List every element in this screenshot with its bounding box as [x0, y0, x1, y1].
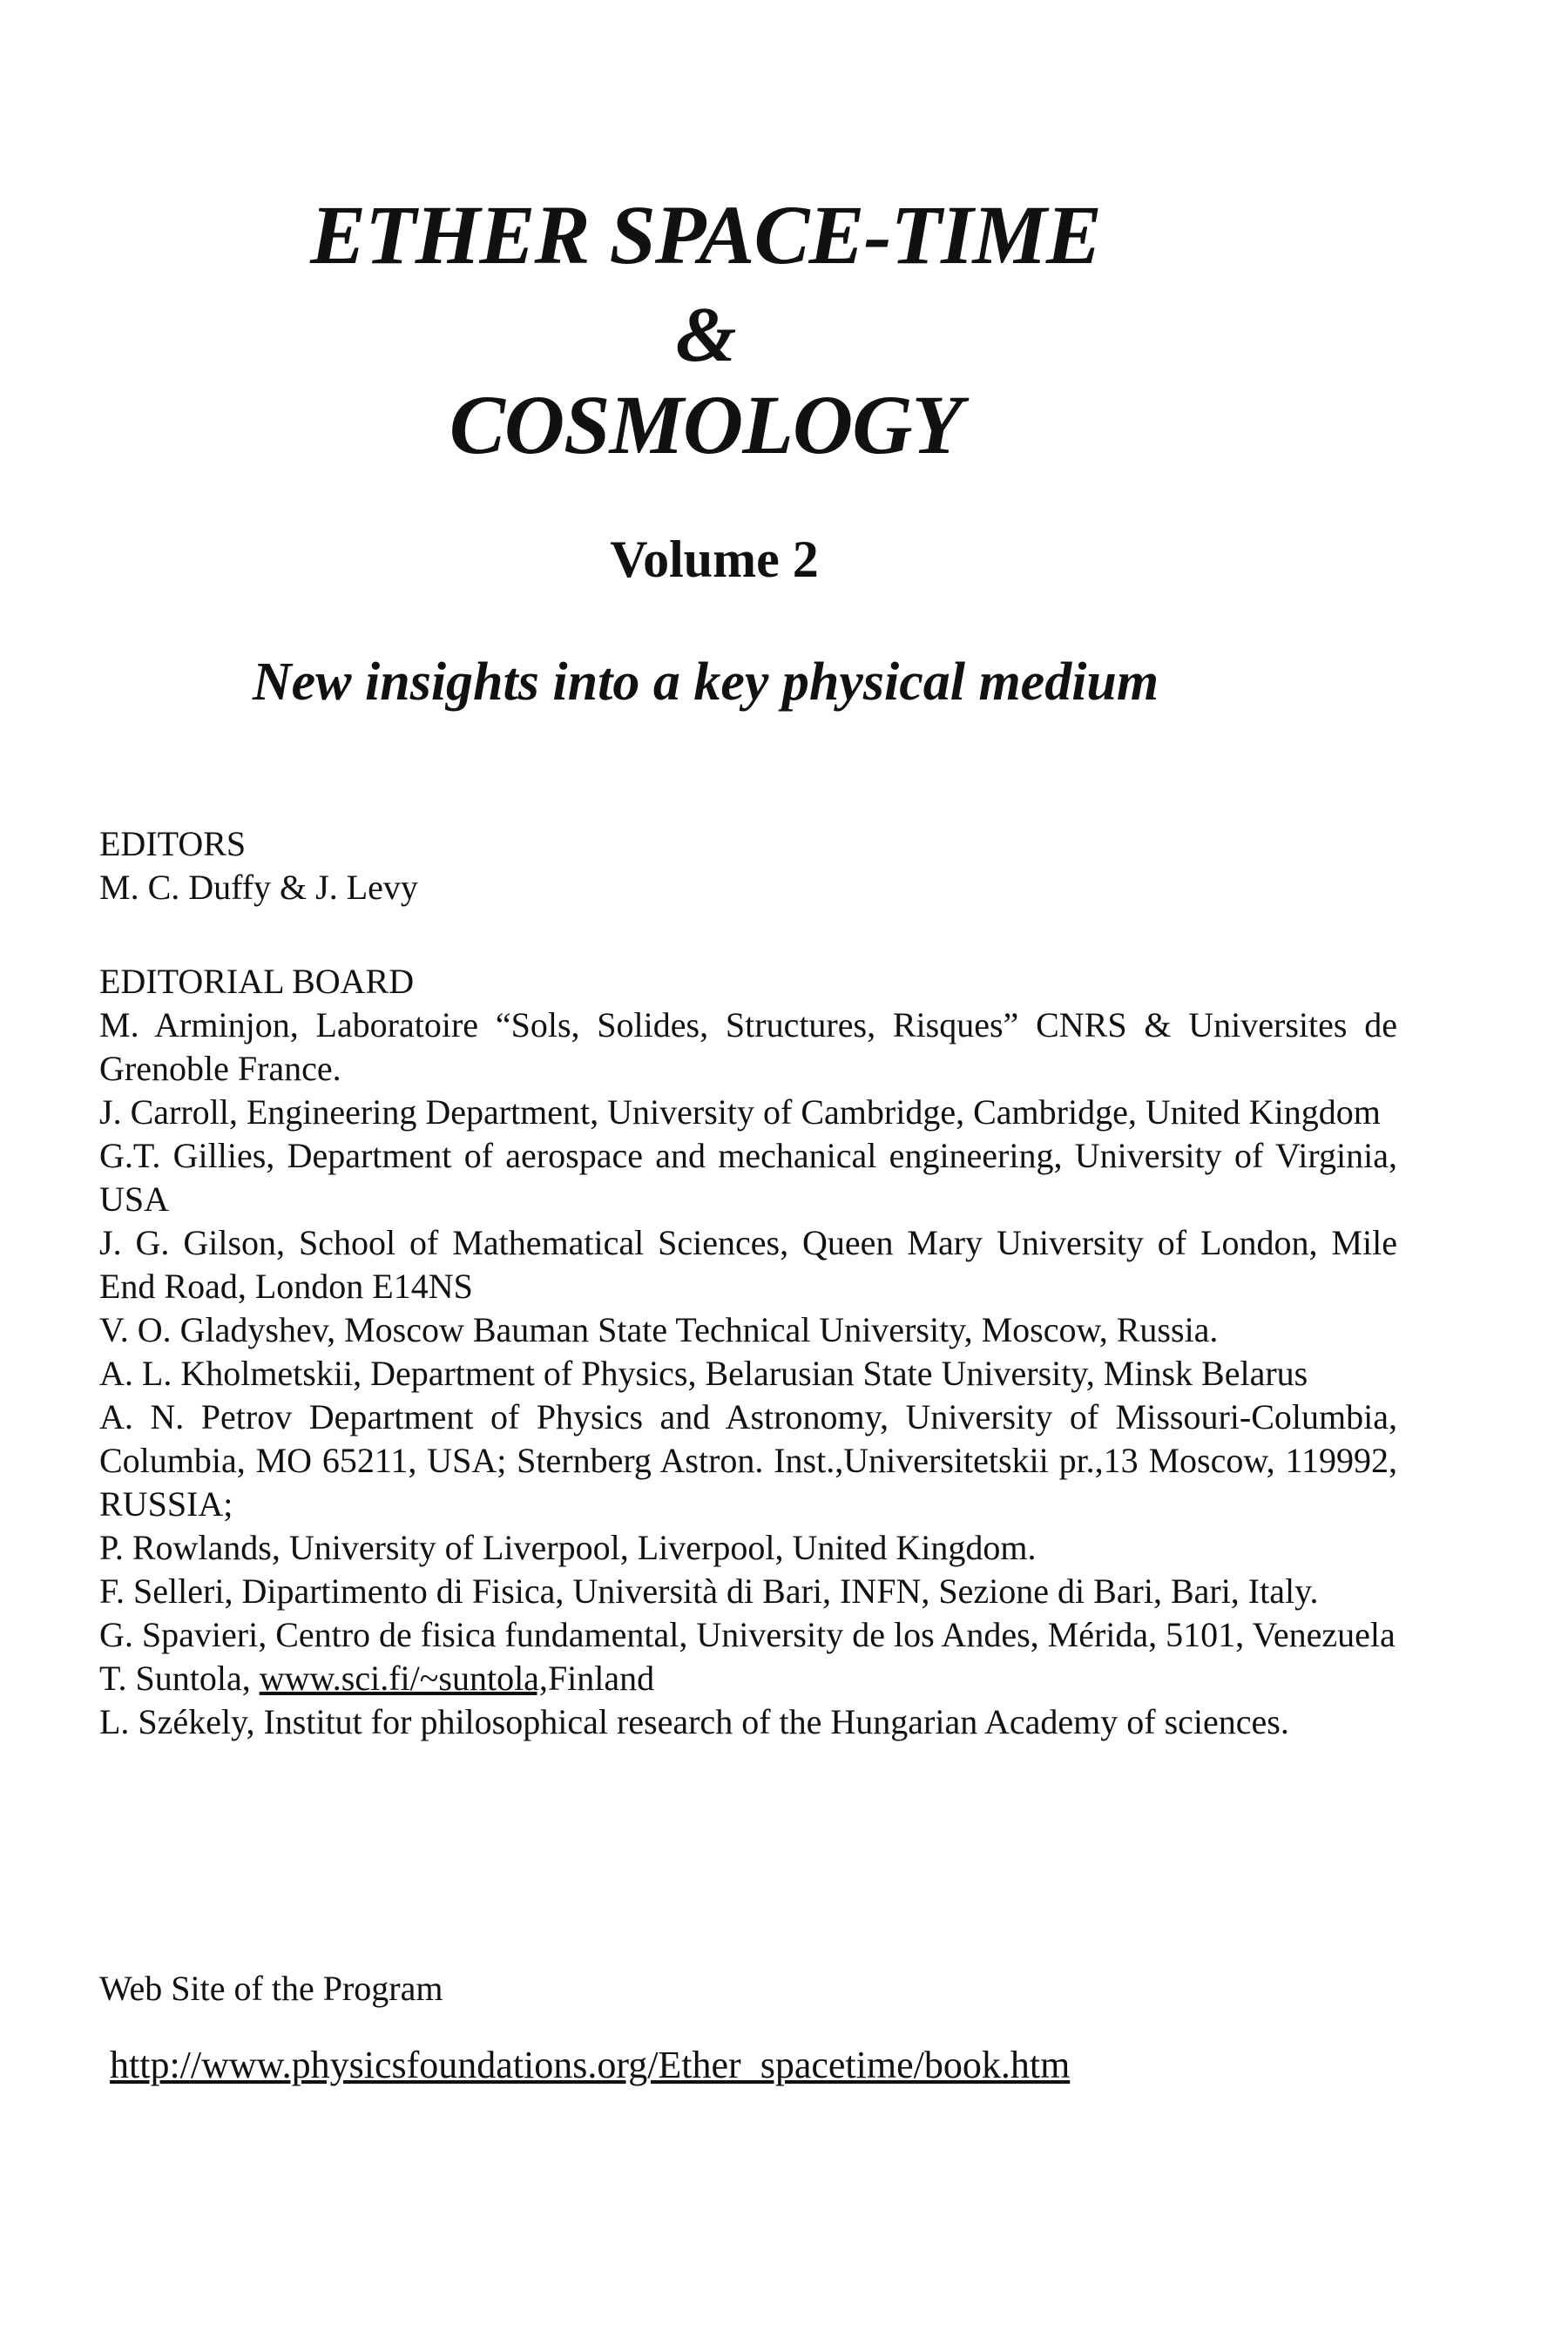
board-member: J. Carroll, Engineering Department, University of Cambridge, Cambridge, United Kingdom: [99, 1092, 1381, 1132]
suntola-prefix: T. Suntola,: [99, 1659, 260, 1698]
editorial-board-section: [99, 960, 1397, 1744]
title-line-1: ETHER SPACE-TIME: [310, 188, 1101, 281]
website-label: Web Site of the Program: [99, 1969, 443, 2008]
board-member: G. Spavieri, Centro de fisica fundamental, University de los Andes, Mérida, 5101, Venezuela: [99, 1615, 1396, 1654]
website-url-link[interactable]: http://www.physicsfoundations.org/Ether_spacetime/book.htm: [110, 2044, 1071, 2086]
editors-names: M. C. Duffy & J. Levy: [99, 868, 418, 907]
editorial-board-heading: EDITORIAL BOARD: [99, 962, 415, 1001]
board-member: A. L. Kholmetskii, Department of Physics, Belarusian State University, Minsk Belarus: [99, 1354, 1308, 1393]
editors-heading: EDITORS: [99, 824, 247, 863]
board-member-suntola: [99, 1657, 1397, 1700]
board-member: G.T. Gillies, Department of aerospace and mechanical engineering, University of Virginia, USA: [99, 1136, 1397, 1219]
board-member: V. O. Gladyshev, Moscow Bauman State Technical University, Moscow, Russia.: [99, 1310, 1219, 1349]
title-line-3: COSMOLOGY: [449, 378, 963, 471]
board-member: A. N. Petrov Department of Physics and Astronomy, University of Missouri-Columbia, Columbia, MO 65211, USA; Sternberg Astron. Inst.,Universitetskii pr.,13 Moscow, 119992, RUSSIA;: [99, 1397, 1397, 1524]
suntola-suffix: Finland: [547, 1659, 655, 1698]
suntola-link[interactable]: www.sci.fi/~suntola,: [259, 1659, 548, 1698]
board-member: J. G. Gilson, School of Mathematical Sciences, Queen Mary University of London, Mile End Road, London E14NS: [99, 1223, 1397, 1306]
website-url-container: [110, 2044, 1070, 2087]
volume-label: Volume 2: [610, 531, 819, 588]
editors-section: [99, 822, 1397, 909]
title-ampersand: &: [675, 292, 736, 378]
board-member: F. Selleri, Dipartimento di Fisica, Università di Bari, INFN, Sezione di Bari, Bari, Italy.: [99, 1571, 1319, 1611]
board-member: M. Arminjon, Laboratoire “Sols, Solides, Structures, Risques” CNRS & Universites de Grenoble France.: [99, 1005, 1397, 1088]
board-member: L. Székely, Institut for philosophical research of the Hungarian Academy of sciences.: [99, 1702, 1289, 1741]
subtitle: New insights into a key physical medium: [252, 652, 1159, 712]
board-member: P. Rowlands, University of Liverpool, Liverpool, United Kingdom.: [99, 1528, 1037, 1567]
